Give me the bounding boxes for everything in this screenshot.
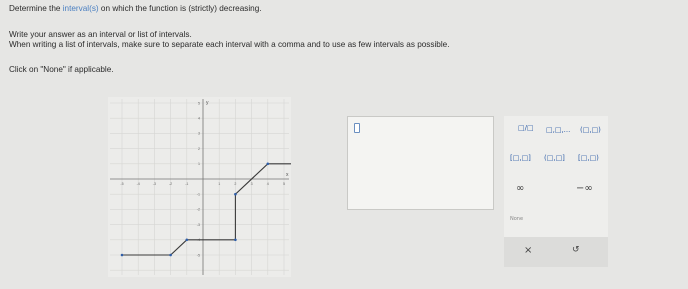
closed-closed-interval-button[interactable]: [□,□] <box>510 154 531 162</box>
list-button[interactable]: □,□,... <box>546 126 571 134</box>
y-tick-label: -3 <box>196 222 200 227</box>
undo-icon[interactable]: ↺ <box>572 245 580 255</box>
y-tick-label: 1 <box>198 162 200 167</box>
instruction-2: When writing a list of intervals, make sure to separate each interval with a comma and to use as few intervals as possible. <box>9 40 450 49</box>
interval-link[interactable]: interval(s) <box>62 4 99 13</box>
x-tick-label: -3 <box>152 182 157 186</box>
x-tick-label: 3 <box>250 182 253 186</box>
negative-infinity-button[interactable]: −∞ <box>576 183 593 194</box>
y-tick-label: -4 <box>196 238 200 243</box>
none-button[interactable]: None <box>510 216 524 222</box>
answer-cursor <box>354 123 360 133</box>
function-point <box>121 254 124 257</box>
y-tick-label: 4 <box>198 116 200 121</box>
x-tick-label: -5 <box>120 182 124 186</box>
question-text: Determine the interval(s) on which the function is (strictly) decreasing. <box>9 4 262 13</box>
action-bar <box>504 237 608 267</box>
y-tick-label: 2 <box>198 146 200 151</box>
x-tick-label: 4 <box>266 182 269 186</box>
open-closed-interval-button[interactable]: (□,□] <box>544 154 565 162</box>
function-point <box>267 163 270 166</box>
function-graph <box>108 97 291 277</box>
y-tick-label: 5 <box>198 101 200 106</box>
function-point <box>234 193 237 196</box>
x-tick-label: 1 <box>218 182 221 186</box>
instruction-3: Click on "None" if applicable. <box>9 65 114 74</box>
y-tick-label: -2 <box>196 207 200 212</box>
answer-input[interactable] <box>347 116 494 210</box>
x-tick-label: -4 <box>136 182 140 186</box>
x-tick-label: -1 <box>185 182 189 186</box>
closed-open-interval-button[interactable]: [□,□) <box>578 154 599 162</box>
x-tick-label: -2 <box>168 182 173 186</box>
function-point <box>186 239 189 242</box>
infinity-button[interactable]: ∞ <box>516 183 525 194</box>
open-open-interval-button[interactable]: (□,□) <box>580 126 601 134</box>
x-axis-label: x <box>286 172 289 178</box>
x-tick-label: 5 <box>283 182 285 186</box>
function-point <box>234 239 237 242</box>
y-tick-label: -5 <box>196 253 200 258</box>
y-tick-label: -1 <box>196 192 200 197</box>
instruction-1: Write your answer as an interval or list of intervals. <box>9 30 192 39</box>
fraction-button[interactable]: □/□ <box>518 124 534 132</box>
y-tick-label: 3 <box>198 131 200 136</box>
x-tick-label: 2 <box>234 182 237 186</box>
y-axis-label: y <box>206 100 209 106</box>
graph-background <box>108 97 291 277</box>
function-point <box>169 254 172 257</box>
clear-icon[interactable]: × <box>524 245 533 256</box>
